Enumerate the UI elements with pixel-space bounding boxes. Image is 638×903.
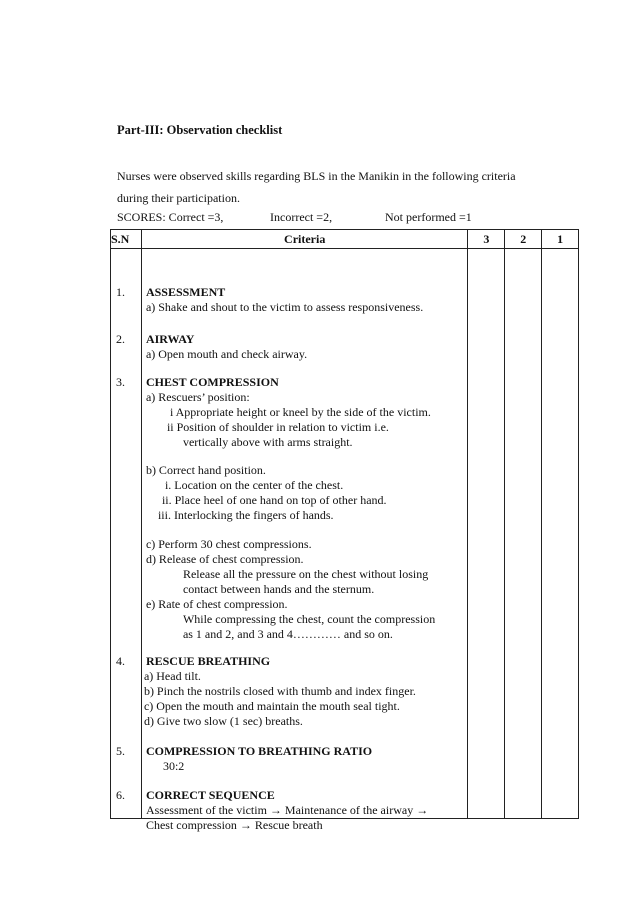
criteria-subitem: ii Position of shoulder in relation to victim i.e. [166, 420, 389, 434]
criteria-detail: While compressing the chest, count the compression [182, 612, 436, 626]
intro-line: Nurses were observed skills regarding BLS in the Manikin in the following criteria [117, 169, 516, 183]
criteria-item: 30:2 [162, 759, 185, 773]
criteria-subitem: iii. Interlocking the fingers of hands. [157, 508, 334, 522]
score-3-column [468, 249, 505, 819]
criteria-item: d) Give two slow (1 sec) breaths. [143, 714, 303, 728]
criteria-item: b) Correct hand position. [145, 463, 266, 477]
header-score-3: 3 [468, 230, 505, 249]
score-correct: SCORES: Correct =3, [117, 210, 224, 224]
sn-4: 4. [116, 654, 125, 668]
criteria-subitem: ii. Place heel of one hand on top of other hand. [161, 493, 387, 507]
header-score-2: 2 [505, 230, 542, 249]
criteria-item: a) Head tilt. [143, 669, 201, 683]
criteria-title: ASSESSMENT [145, 285, 226, 299]
observation-checklist-table [110, 229, 579, 832]
criteria-item: a) Rescuers’ position: [145, 390, 250, 404]
table-header-row [111, 230, 579, 249]
criteria-subitem: i. Location on the center of the chest. [164, 478, 344, 492]
score-incorrect: Incorrect =2, [270, 210, 333, 224]
score-1-column [542, 249, 579, 819]
sn-column [111, 249, 142, 819]
criteria-item: a) Shake and shout to the victim to assess responsiveness. [145, 300, 424, 314]
criteria-item: d) Release of chest compression. [145, 552, 304, 566]
criteria-item: a) Open mouth and check airway. [145, 347, 308, 361]
criteria-item: c) Perform 30 chest compressions. [145, 537, 312, 551]
criteria-item: Chest compression → Rescue breath [145, 818, 323, 832]
criteria-detail: Release all the pressure on the chest without losing [182, 567, 429, 581]
criteria-title: CHEST COMPRESSION [145, 375, 279, 389]
intro-paragraph [117, 165, 577, 209]
criteria-column [141, 249, 468, 832]
score-not-performed: Not performed =1 [385, 210, 472, 224]
criteria-item: c) Open the mouth and maintain the mouth seal tight. [143, 699, 400, 713]
criteria-item: Assessment of the victim → Maintenance of the airway → [145, 803, 429, 817]
table-body-row [111, 249, 579, 819]
sn-3: 3. [116, 375, 125, 389]
score-2-column [505, 249, 542, 819]
criteria-title: CORRECT SEQUENCE [145, 788, 275, 802]
criteria-title: AIRWAY [145, 332, 195, 346]
header-score-1: 1 [542, 230, 579, 249]
criteria-item: b) Pinch the nostrils closed with thumb and index finger. [143, 684, 416, 698]
criteria-subitem-cont: vertically above with arms straight. [182, 435, 353, 449]
sn-5: 5. [116, 744, 125, 758]
sn-6: 6. [116, 788, 125, 802]
criteria-title: RESCUE BREATHING [145, 654, 271, 668]
sn-1: 1. [116, 285, 125, 299]
sn-2: 2. [116, 332, 125, 346]
intro-line: during their participation. [117, 191, 240, 205]
criteria-detail: contact between hands and the sternum. [182, 582, 375, 596]
criteria-item: e) Rate of chest compression. [145, 597, 288, 611]
header-sn: S.N [111, 230, 142, 249]
scores-legend [117, 210, 577, 228]
criteria-title: COMPRESSION TO BREATHING RATIO [145, 744, 373, 758]
criteria-detail: as 1 and 2, and 3 and 4………… and so on. [182, 627, 393, 641]
section-heading: Part-III: Observation checklist [117, 123, 283, 137]
header-criteria: Criteria [141, 230, 468, 249]
criteria-subitem: i Appropriate height or kneel by the side of the victim. [169, 405, 431, 419]
